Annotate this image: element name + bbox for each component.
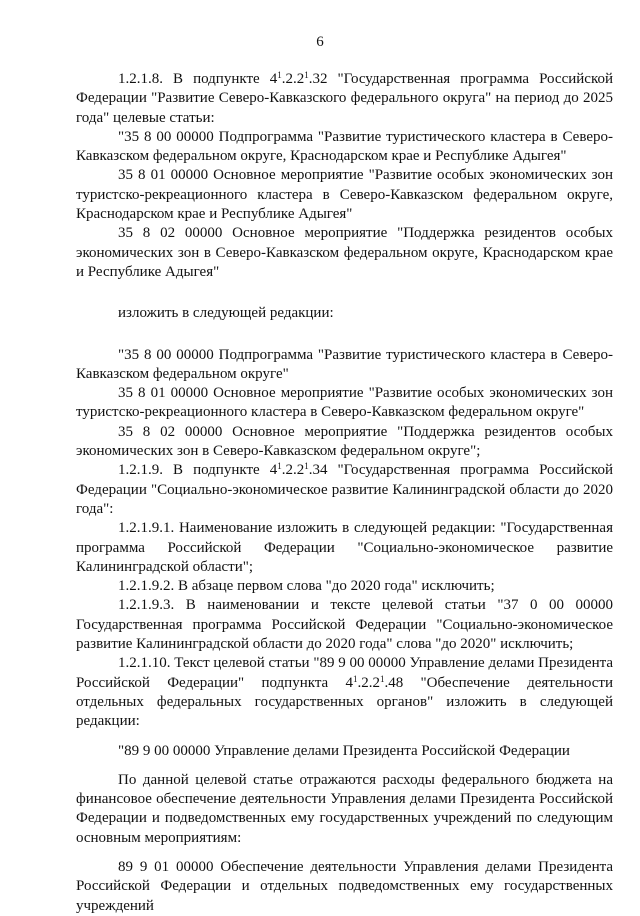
- paragraph: изложить в следующей редакции:: [118, 305, 334, 322]
- paragraph: "35 8 00 00000 Подпрограмма "Развитие туристического кластера в Северо-Кавказском федеральном округе": [76, 346, 613, 382]
- paragraph: 35 8 02 00000 Основное мероприятие "Поддержка резидентов особых экономических зон в Северо-Кавказском федеральном округе, Краснодарском крае и Республике Адыгея": [76, 225, 613, 280]
- paragraph: 35 8 01 00000 Основное мероприятие "Развитие особых экономических зон туристско-рекреационного кластера в Северо-Кавказском федеральном округе, Краснодарском крае и Республике Адыгея": [76, 167, 613, 223]
- paragraph: 35 8 02 00000 Основное мероприятие "Поддержка резидентов особых экономических зон в Северо-Кавказском федеральном округе";: [76, 423, 613, 460]
- paragraph: 1.2.1.9.1. Наименование изложить в следующей редакции: "Государственная программа Российской Федерации "Социально-экономическое развитие Калининградской области";: [76, 520, 613, 575]
- paragraph: "89 9 00 00000 Управление делами Президента Российской Федерации: [118, 742, 570, 759]
- paragraph: 1.2.1.8. В подпункте $4^1.2.2^1.32$ "Государственная программа Российской Федерации "Развитие Северо-Кавказского федерального округа" на период до 2025 года" целевые статьи:: [76, 70, 613, 126]
- paragraph: "35 8 00 00000 Подпрограмма "Развитие туристического кластера в Северо-Кавказском федеральном округе, Краснодарском крае и Республике Адыгея": [76, 128, 613, 165]
- paragraph: 1.2.1.10. Текст целевой статьи "89 9 00 00000 Управление делами Президента Российской Федерации" подпункта $4^1.2.2^1.48$ "Обеспечение деятельности отдельных федеральных государственных органов" изложить в следующей редакции:: [76, 655, 613, 730]
- page-number: 6: [316, 34, 324, 50]
- paragraph: 89 9 01 00000 Обеспечение деятельности Управления делами Президента Российской Федерации и отдельных подведомственных ему государственных учреждений: [76, 858, 613, 914]
- paragraph: 1.2.1.9.3. В наименовании и тексте целевой статьи "37 0 00 00000 Государственная программа Российской Федерации "Социально-экономическое развитие Калининградской области до 2020 года" слова "до 2020" исключить;: [76, 597, 613, 653]
- paragraph: 1.2.1.9.2. В абзаце первом слова "до 2020 года" исключить;: [118, 578, 495, 595]
- paragraph: По данной целевой статье отражаются расходы федерального бюджета на финансовое обеспечение деятельности Управления делами Президента Российской Федерации и подведомственных ему государственных учреждений по следующим основным мероприятиям:: [76, 771, 613, 846]
- document-body: [76, 70, 613, 916]
- paragraph: 35 8 01 00000 Основное мероприятие "Развитие особых экономических зон туристско-рекреационного кластера в Северо-Кавказском федеральном округе": [76, 385, 613, 421]
- paragraph: 1.2.1.9. В подпункте $4^1.2.2^1.34$ "Государственная программа Российской Федерации "Социально-экономическое развитие Калининградской области до 2020 года":: [76, 461, 613, 517]
